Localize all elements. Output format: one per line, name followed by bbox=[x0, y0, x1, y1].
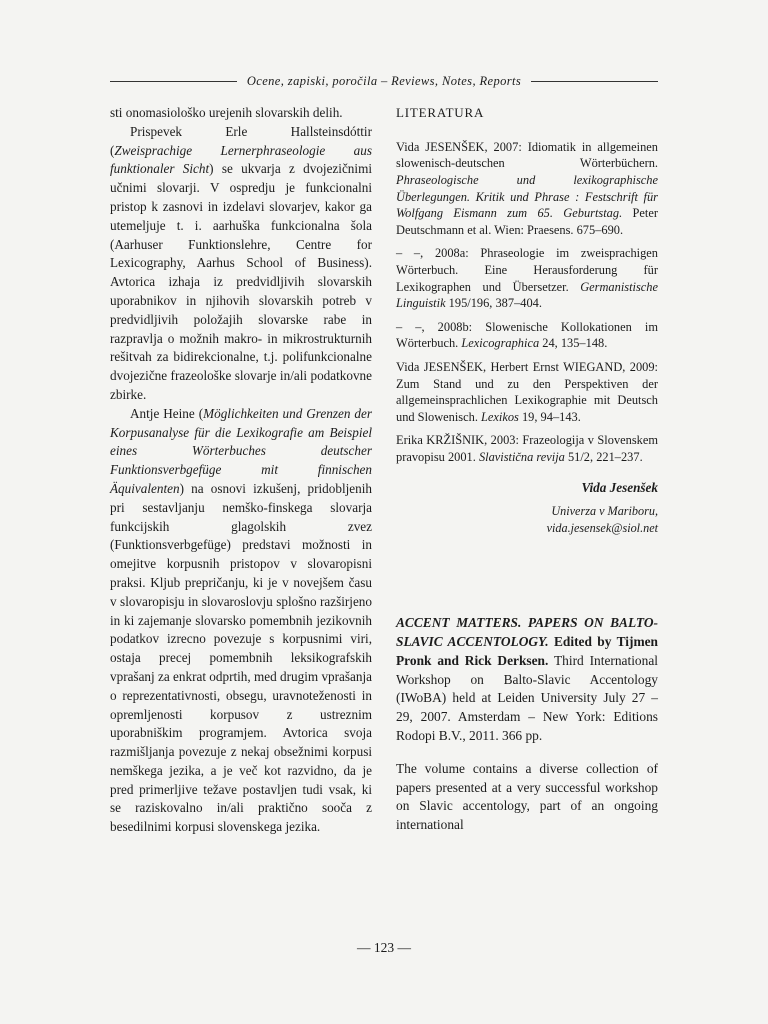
author-email: vida.jesensek@siol.net bbox=[546, 520, 658, 535]
reference-entry: – –, 2008b: Slowenische Kollokationen im Wörterbuch. Lexicographica 24, 135–148. bbox=[396, 319, 658, 351]
paragraph-heine: Antje Heine (Möglichkeiten und Grenzen der Korpusanalyse für die Lexikografie am Beispiel eines Wörterbuches deutscher Funktionsverbgefüge mit finnischen Äquivalenten) na osnovi izkušenj, pridobljenih pri sestavljanju nemško-finskega slovarja funkcijskih glagolskih zvez (Funktionsverbgefüge) predstavi možnosti in omejitve korpusnih pristopov v slovaropisni praksi. Kljub prepričanju, ki je v novejšem času v slovaropisju in slovaroslovju splošno razširjeno in ki zajemanje slovarsko pomembnih jezikovnih podatkov izrecno povezuje s korpusnimi viri, ostaja precej pomembnih leksikografskih vprašanj za enkrat odprtih, med drugim vprašanja o reprezentativnosti, obsegu, uravnoteženosti in opremljenosti korpusov z ustreznim uporabniškim programjem. Avtorica svoja razmišljanja povezuje z nekaj obsežnimi korpusi nemškega jezika, a je več kot razvidno, da je pred primerljive težave postavljen tudi vsak, ki se raziskovalno in/ali praktično sooča z besedilnimi korpusi slovenskega jezika. bbox=[110, 405, 372, 835]
reference-entry: Erika KRŽIŠNIK, 2003: Frazeologija v Slovenskem pravopisu 2001. Slavistična revija 51/2, 221–237. bbox=[396, 433, 658, 464]
header-rule-left bbox=[110, 81, 237, 82]
reference-entry: Vida JESENŠEK, Herbert Ernst WIEGAND, 2009: Zum Stand und zu den Perspektiven der allgemeinsprachlichen Lexikographie mit Deutsch und Slowenisch. Lexikos 19, 94–143. bbox=[396, 359, 658, 424]
paragraph-hallsteinsdottir: Prispevek Erle Hallsteinsdóttir (Zweisprachige Lernerphraseologie aus funktionaler Sicht) se ukvarja z dvojezičnimi učnimi slovarji. V ospredju je funkcionalni pristop k zasnovi in izdelavi slovarjev, kakor ga utemeljuje t. i. aarhuška funkcionalna šola (Aarhuser Funktionslehre, Centre for Lexicography, Aarhus School of Business). Avtorica izhaja iz predvidljivih slovarskih uporabnikov in njihovih slovarskih potreb v predvidljivih položajih slovarske rabe in razpravlja o možnih makro- in mikrostrukturnih rešitvah za bidirekcionalne, t.j. polifunkcionalne dvojezične frazeološke slovarje in/ali podatkovne zbirke. bbox=[110, 123, 372, 402]
review-body: The volume contains a diverse collection of papers presented at a very successful workshop on Slavic accentology, part of an ongoing international bbox=[396, 760, 658, 833]
paragraph-continuation: sti onomasiološko urejenih slovarskih delih. bbox=[110, 105, 343, 120]
author-signature: Vida Jesenšek bbox=[581, 480, 658, 496]
work-title: Möglichkeiten und Grenzen der Korpusanalyse für die Lexikografie am Beispiel eines Wörterbuches deutscher Funktionsverbgefüge mit finnischen Äquivalenten bbox=[110, 405, 372, 496]
right-column bbox=[396, 104, 658, 835]
running-header bbox=[110, 73, 658, 89]
review-citation bbox=[396, 614, 658, 746]
reference-entry: – –, 2008a: Phraseologie im zweisprachigen Wörterbuch. Eine Herausforderung für Lexikographen und Übersetzer. Germanistische Linguistik 195/196, 387–404. bbox=[396, 246, 658, 311]
review-book-title: ACCENT MATTERS. PAPERS ON BALTO-SLAVIC ACCENTOLOGY. bbox=[396, 615, 658, 650]
literature-heading: LITERATURA bbox=[396, 105, 485, 120]
page-number: — 123 — bbox=[357, 940, 411, 955]
left-column bbox=[110, 104, 372, 837]
review-details: Third International Workshop on Balto-Slavic Accentology (IWoBA) held at Leiden University July 27 – 29, 2007. Amsterdam – New York: Editions Rodopi B.V., 2011. 366 pp. bbox=[396, 652, 658, 744]
review-editors: Edited by Tijmen Pronk and Rick Derksen. bbox=[396, 634, 658, 668]
running-title: Ocene, zapiski, poročila – Reviews, Notes, Reports bbox=[246, 73, 522, 88]
work-title: Zweisprachige Lernerphraseologie aus funktionaler Sicht bbox=[110, 142, 372, 177]
header-rule-right bbox=[531, 81, 658, 82]
reference-entry: Vida JESENŠEK, 2007: Idiomatik in allgemeinen slowenisch-deutschen Wörterbüchern. Phraseologische und lexikographische Überlegungen. Kritik und Phrase : Festschrift für Wolfgang Eismann zum 65. Geburtstag. Peter Deutschmann et al. Wien: Praesens. 675–690. bbox=[396, 139, 658, 237]
author-affiliation: Univerza v Mariboru, vida.jesensek@siol.net bbox=[546, 504, 658, 535]
